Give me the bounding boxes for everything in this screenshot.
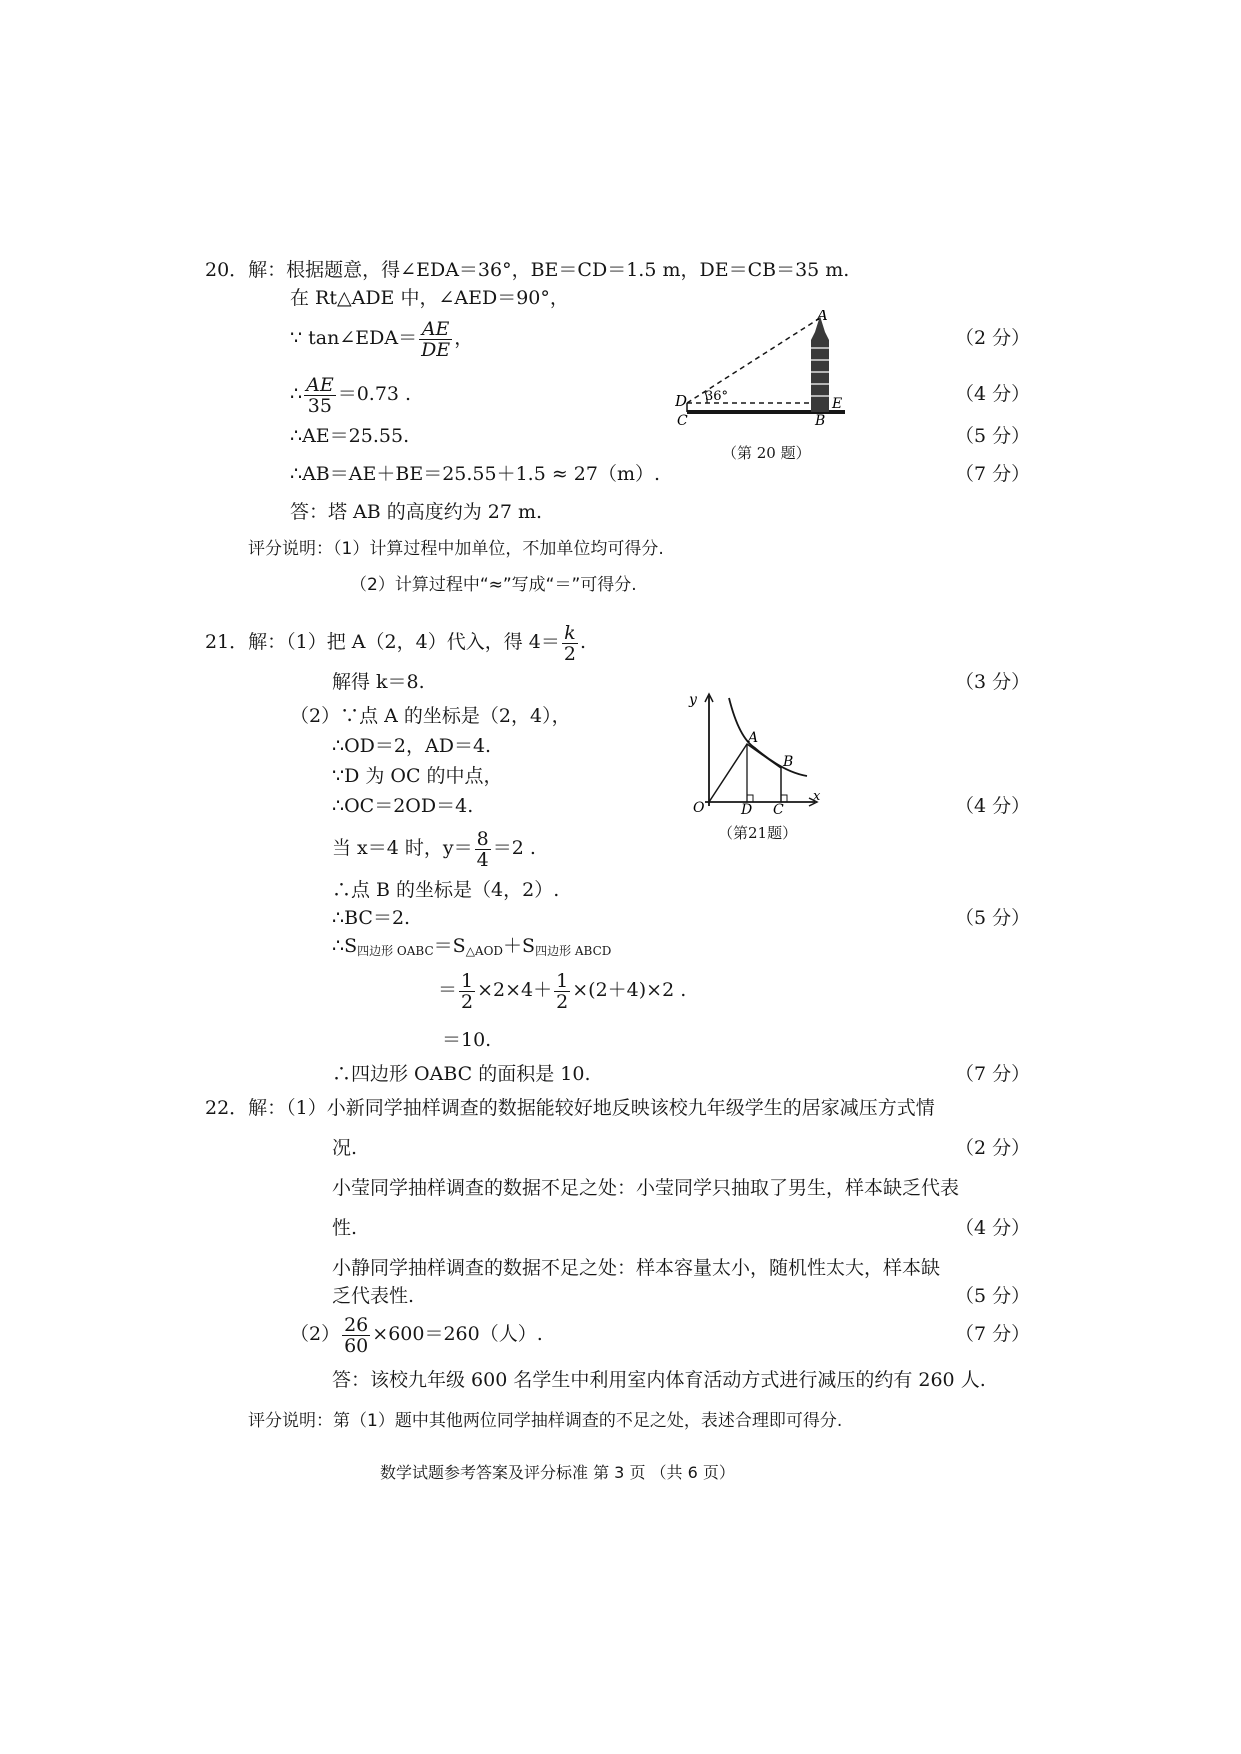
q22-note: 评分说明：第（1）题中其他两位同学抽样调查的不足之处，表述合理即可得分.	[248, 1411, 843, 1431]
q21-period: .	[579, 631, 586, 653]
q21-fig-hyperbola	[729, 698, 807, 776]
q21-area-formula	[332, 934, 611, 963]
q21-fig-label-d: D	[741, 802, 753, 815]
q20-frac2-num: AE	[306, 373, 334, 396]
q21-calc-part-2: ×(2＋4)×2 .	[572, 979, 687, 1001]
q21-line-4: ∴OD＝2，AD＝4.	[332, 735, 492, 757]
q21-fig-right-angle-d	[747, 795, 753, 802]
q22-frac-den: 60	[344, 1334, 369, 1357]
q20-answer: 答：塔 AB 的高度约为 27 m.	[290, 501, 543, 523]
q22-line-5: 小静同学抽样调查的数据不足之处：样本容量太小，随机性太大，样本缺	[332, 1257, 941, 1279]
q21-y-value: ＝2 .	[492, 837, 536, 859]
q21-half-2-den: 2	[556, 990, 569, 1013]
q21-substitute-text: 21．解：（1）把 A（2，4）代入，得 4＝	[205, 631, 560, 653]
q21-figure	[685, 690, 825, 815]
q20-line-5: ∴AE＝25.55.	[290, 425, 410, 447]
q21-line-3: （2）∵点 A 的坐标是（2，4），	[290, 705, 571, 727]
q21-fig-label-c: C	[773, 802, 784, 815]
q21-points-5: （5 分）	[955, 907, 1031, 929]
q21-line-9: ∴BC＝2.	[332, 907, 411, 929]
q21-line-2: 解得 k＝8.	[332, 671, 425, 693]
q20-points-5: （5 分）	[955, 425, 1031, 447]
q21-area-prefix: ∴S	[332, 935, 358, 957]
q21-points-4: （4 分）	[955, 795, 1031, 817]
q20-fig-label-angle: 36°	[705, 389, 729, 404]
q20-points-4: （4 分）	[955, 383, 1031, 405]
q22-frac-num: 26	[344, 1313, 369, 1336]
q21-line-6: ∴OC＝2OD＝4.	[332, 795, 474, 817]
q22-line-1: 22．解：（1）小新同学抽样调查的数据能较好地反映该校九年级学生的居家减压方式情	[205, 1097, 935, 1119]
q20-tan-text: ∵ tan∠EDA＝	[290, 327, 418, 349]
q21-area-calc	[438, 966, 686, 1014]
q20-figure	[675, 310, 860, 425]
q22-calc: ×600＝260（人）.	[372, 1323, 543, 1345]
q21-fig-label-a: A	[748, 730, 759, 746]
q20-line-3	[290, 316, 473, 360]
q20-note-1: 评分说明：（1）计算过程中加单位，不加单位均可得分.	[248, 539, 664, 559]
q22-points-7: （7 分）	[955, 1323, 1031, 1345]
q21-line-5: ∵D 为 OC 的中点，	[332, 765, 503, 787]
q20-fig-label-c: C	[677, 413, 688, 425]
q20-points-7: （7 分）	[955, 463, 1031, 485]
q21-fraction-k-2	[562, 623, 578, 664]
q20-fraction-ae-35	[304, 375, 336, 416]
q20-fig-label-a: A	[817, 310, 828, 324]
q20-ratio-value: ＝0.73 .	[337, 383, 412, 405]
q21-area-result: ＝10.	[442, 1029, 492, 1051]
q20-therefore: ∴	[290, 383, 303, 405]
q21-fraction-half-2	[554, 971, 570, 1012]
q22-line-3: 小莹同学抽样调查的数据不足之处：小莹同学只抽取了男生，样本缺乏代表	[332, 1177, 960, 1199]
q21-calc-part-1: ×2×4＋	[477, 979, 553, 1001]
q22-answer: 答：该校九年级 600 名学生中利用室内体育活动方式进行减压的约有 260 人.	[332, 1369, 986, 1391]
q20-figure-caption: （第 20 题）	[722, 444, 811, 462]
q21-frac-y-num: 8	[476, 827, 489, 850]
q21-area-sub-aod: △AOD	[465, 944, 504, 958]
q21-area-plus: ＋S	[503, 935, 536, 957]
q20-comma: ，	[454, 327, 474, 349]
q21-fig-label-y: y	[689, 692, 697, 708]
q21-area-equals: ＝S	[433, 935, 466, 957]
q21-fig-label-x: x	[813, 789, 821, 804]
q21-fraction-8-4	[475, 829, 491, 870]
q20-note-2: （2）计算过程中“≈”写成“＝”可得分.	[350, 575, 637, 595]
q20-frac2-den: 35	[307, 394, 332, 417]
q21-when-x4: 当 x＝4 时，y＝	[332, 837, 473, 859]
q20-fig-label-e: E	[832, 396, 843, 412]
q20-frac1-den: DE	[421, 338, 451, 361]
q21-points-7: （7 分）	[955, 1063, 1031, 1085]
q21-frac-y-den: 4	[476, 848, 489, 871]
q20-line-1: 20．解：根据题意，得∠EDA＝36°，BE＝CD＝1.5 m，DE＝CB＝35 m.	[205, 259, 850, 281]
q22-points-4: （4 分）	[955, 1217, 1031, 1239]
q20-fig-label-b: B	[815, 413, 826, 425]
q20-line-4	[290, 372, 411, 416]
q22-line-6: 乏代表性.	[332, 1285, 415, 1307]
q20-frac1-num: AE	[419, 319, 452, 340]
q21-points-3: （3 分）	[955, 671, 1031, 693]
q22-points-2: （2 分）	[955, 1137, 1031, 1159]
q21-frac-k-num: k	[562, 623, 578, 644]
q20-line-6: ∴AB＝AE＋BE＝25.55＋1.5 ≈ 27（m）.	[290, 463, 661, 485]
q21-conclusion: ∴四边形 OABC 的面积是 10.	[332, 1063, 591, 1085]
q21-calc-equals: ＝	[438, 979, 458, 1001]
q21-half-1-num: 1	[461, 969, 474, 992]
page-footer: 数学试题参考答案及评分标准 第 3 页 （共 6 页）	[380, 1463, 735, 1482]
q20-points-2: （2 分）	[955, 327, 1031, 349]
q22-line-4: 性.	[332, 1217, 358, 1239]
q21-figure-caption: （第21题）	[718, 824, 798, 842]
q21-half-1-den: 2	[461, 990, 474, 1013]
q21-area-sub-oabc: 四边形 OABC	[357, 944, 434, 958]
q21-line-7	[332, 826, 536, 870]
q22-line-7	[290, 1310, 543, 1358]
q21-area-sub-abcd: 四边形 ABCD	[535, 944, 612, 958]
q21-line-1	[205, 620, 586, 664]
q21-frac-k-den: 2	[563, 642, 576, 665]
q21-line-8: ∴点 B 的坐标是（4，2）.	[332, 879, 560, 901]
q22-fraction-26-60	[342, 1315, 370, 1356]
q21-fig-label-o: O	[693, 800, 705, 815]
q22-part-2-label: （2）	[290, 1323, 341, 1345]
q21-half-2-num: 1	[556, 969, 569, 992]
q20-line-2: 在 Rt△ADE 中，∠AED＝90°，	[290, 287, 569, 309]
q22-line-2: 况.	[332, 1137, 358, 1159]
q22-points-5: （5 分）	[955, 1285, 1031, 1307]
q20-fraction-ae-de	[419, 319, 452, 360]
q21-fig-label-b: B	[783, 754, 794, 770]
q20-fig-tower	[811, 316, 829, 412]
q21-fig-right-angle-c	[781, 795, 787, 802]
q20-fig-label-d: D	[675, 392, 688, 410]
q21-fig-quadrilateral	[709, 744, 781, 802]
q21-fraction-half-1	[459, 971, 475, 1012]
